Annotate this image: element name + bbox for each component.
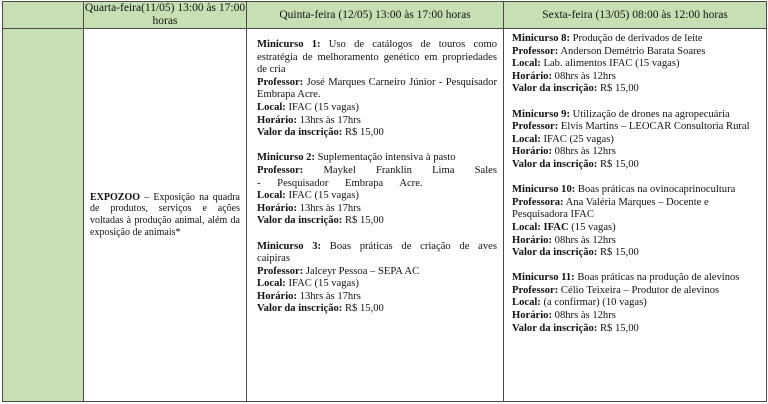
header-empty-cell: [3, 2, 84, 29]
horario-label: Horário:: [257, 290, 298, 302]
header-friday: Sexta-feira (13/05) 08:00 às 12:00 horas: [504, 2, 767, 29]
professor-label: Professor:: [257, 265, 304, 277]
valor-label: Valor da inscrição:: [512, 83, 598, 95]
local-label: Local:: [512, 133, 541, 145]
thursday-cell: [247, 29, 504, 402]
professor-label: Professor:: [257, 76, 304, 88]
professor-name: Anderson Demétrio Barata Soares: [558, 45, 706, 57]
local-label: Local:: [512, 221, 541, 233]
local-value: IFAC (15 vagas): [285, 190, 359, 202]
professor-label: Professor:: [512, 284, 559, 296]
local-value: IFAC (15 vagas): [285, 278, 359, 290]
minicurso-3: [257, 241, 497, 317]
horario-value: 08hrs às 12hrs: [552, 310, 616, 322]
minicurso-8: [512, 33, 760, 96]
valor-value: R$ 15,00: [597, 83, 639, 95]
course-topic: Boas práticas de criação de aves caipiras: [257, 240, 498, 265]
horario-value: 08hrs às 12hrs: [552, 234, 616, 246]
professor-name: Elvis Martins – LEOCAR Consultoria Rural: [558, 121, 750, 133]
header-wednesday: Quarta-feira(11/05) 13:00 às 17:00 horas: [84, 2, 246, 27]
valor-label: Valor da inscrição:: [512, 247, 598, 259]
horario-value: 13hrs às 17hrs: [297, 202, 361, 214]
local-value: (15 vagas): [568, 221, 616, 233]
local-value: (a confirmar) (10 vagas): [540, 297, 647, 309]
valor-value: R$ 15,00: [342, 303, 384, 315]
minicurso-11: [512, 272, 760, 335]
valor-label: Valor da inscrição:: [512, 158, 598, 170]
course-title: Minicurso 10:: [512, 184, 576, 196]
course-title: Minicurso 2:: [257, 152, 315, 164]
wednesday-cell: [84, 29, 247, 402]
valor-value: R$ 15,00: [597, 247, 639, 259]
professora-label: Professora:: [512, 196, 564, 208]
local-label: Local:: [257, 190, 286, 202]
horario-label: Horário:: [512, 146, 553, 158]
expozoo-description: [84, 192, 246, 239]
valor-value: R$ 15,00: [597, 322, 639, 334]
minicurso-10: [512, 184, 760, 260]
valor-label: Valor da inscrição:: [257, 215, 343, 227]
course-title: Minicurso 11:: [512, 272, 575, 284]
professor-label: Professor:: [257, 164, 304, 176]
horario-label: Horário:: [512, 310, 553, 322]
valor-value: R$ 15,00: [342, 127, 384, 139]
valor-label: Valor da inscrição:: [257, 127, 343, 139]
professor-name: Ana Valéria Marques – Docente e Pesquisadora IFAC: [512, 196, 709, 221]
minicurso-2: [257, 152, 497, 228]
course-topic: Boas práticas na produção de alevinos: [574, 272, 740, 284]
friday-cell: [504, 29, 767, 402]
professor-name: Célio Teixeira – Produtor de alevinos: [558, 284, 720, 296]
course-topic: Uso de catálogos de touros como estratégia de melhoramento genético em propriedades de cria: [257, 39, 497, 76]
local-label: Local:: [512, 297, 541, 309]
header-thursday: Quinta-feira (12/05) 13:00 às 17:00 horas: [247, 2, 504, 29]
course-topic: Boas práticas na ovinocaprinocultura: [575, 184, 736, 196]
horario-label: Horário:: [257, 202, 298, 214]
content-row: [3, 29, 767, 402]
horario-value: 08hrs às 12hrs: [552, 146, 616, 158]
horario-label: Horário:: [512, 70, 553, 82]
valor-label: Valor da inscrição:: [257, 303, 343, 315]
professor-name: Jalceyr Pessoa – SEPA AC: [303, 265, 420, 277]
local-label: Local:: [257, 101, 286, 113]
professor-name: José Marques Carneiro Júnior - Pesquisador Embrapa Acre.: [257, 76, 497, 101]
course-title: Minicurso 1:: [257, 39, 321, 50]
local-value-bold: IFAC: [543, 221, 569, 233]
valor-label: Valor da inscrição:: [512, 322, 598, 334]
schedule-table: [2, 1, 767, 402]
local-label: Local:: [512, 58, 541, 70]
course-title: Minicurso 3:: [257, 240, 322, 252]
local-label: Local:: [257, 278, 286, 290]
row-label-cell: [3, 29, 84, 402]
professor-label: Professor:: [512, 45, 559, 57]
course-title: Minicurso 8:: [512, 33, 570, 44]
valor-value: R$ 15,00: [342, 215, 384, 227]
minicurso-9: [512, 109, 760, 172]
horario-value: 13hrs às 17hrs: [297, 290, 361, 302]
professor-label: Professor:: [512, 121, 559, 133]
local-value: IFAC (25 vagas): [540, 133, 614, 145]
horario-value: 08hrs às 12hrs: [552, 70, 616, 82]
minicurso-1: [257, 39, 497, 140]
course-topic: Suplementação intensiva à pasto: [314, 152, 456, 164]
horario-label: Horário:: [512, 234, 553, 246]
header-row: [3, 2, 767, 29]
horario-label: Horário:: [257, 114, 298, 126]
valor-value: R$ 15,00: [597, 158, 639, 170]
local-value: Lab. alimentos IFAC (15 vagas): [540, 58, 680, 70]
expozoo-title: EXPOZOO: [90, 191, 141, 203]
professor-name: Maykel Franklin Lima Sales - Pesquisador Embrapa Acre.: [257, 164, 497, 189]
course-title: Minicurso 9:: [512, 108, 570, 120]
course-topic: Utilização de drones na agropecuária: [569, 108, 730, 120]
expozoo-text: – Exposição na quadra de produtos, serviços e ações voltadas à produção animal, além da exposição de animais*: [90, 191, 240, 238]
local-value: IFAC (15 vagas): [285, 101, 359, 113]
horario-value: 13hrs às 17hrs: [297, 114, 361, 126]
course-topic: Produção de derivados de leite: [569, 33, 703, 44]
